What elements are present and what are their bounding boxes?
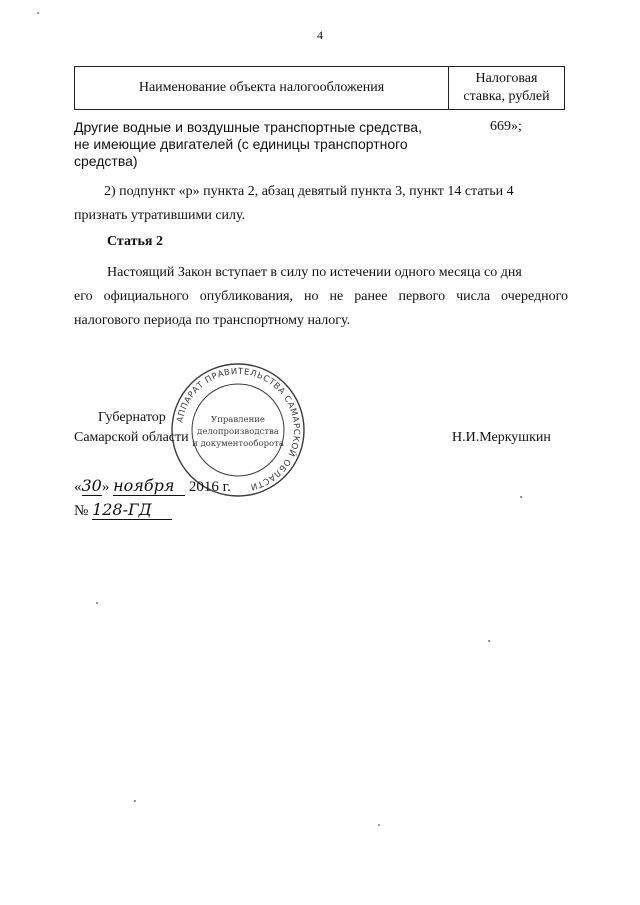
date-month: ноября [113,476,185,496]
page-number: 4 [317,28,323,42]
number-value: 128-ГД [92,500,172,520]
table-row-rate: 669»; [490,119,522,134]
tax-table-header [74,66,565,110]
item-2-line2: признать утратившими силу. [74,208,246,223]
scan-speck [134,800,136,802]
date-open-quote: « [74,479,82,495]
stamp-ring-text: АППАРАТ ПРАВИТЕЛЬСТВА САМАРСКОЙ ОБЛАСТИ [175,366,302,492]
number-sign: № [74,503,89,519]
scan-speck [96,602,98,604]
header-rate-line1: Налоговая [475,71,538,86]
article-2-line1: Настоящий Закон вступает в силу по истечении одного месяца со дня [107,265,522,280]
scan-speck [378,824,380,826]
date-year: 2016 г. [188,479,231,495]
stamp-line2: делопроизводства [197,427,279,437]
stamp-line3: и документооборота [192,439,284,449]
article-2-text: его официального опубликования, но не ранее первого числа очередного налогового периода по транспортному налогу. [74,289,568,328]
governor-region: Самарской области [74,430,189,445]
item-2-line1: 2) подпункт «р» пункта 2, абзац девятый пункта 3, пункт 14 статьи 4 [104,184,514,199]
stamp-line1: Управление [211,415,265,425]
date-close-quote: » [101,479,110,495]
scan-speck [488,640,490,642]
header-object-name: Наименование объекта налогообложения [75,67,449,110]
article-2-heading: Статья 2 [107,234,163,249]
governor-name: Н.И.Меркушкин [452,430,551,445]
header-tax-rate [449,67,565,110]
law-number [74,500,172,520]
signing-date [74,476,231,496]
date-day: 30 [81,476,102,495]
governor-title: Губернатор [98,410,166,425]
header-rate-line2: ставка, рублей [463,89,550,104]
table-row-name: Другие водные и воздушные транспортные средства, не имеющие двигателей (с единицы транспортного средства) [74,119,422,169]
scan-speck [37,12,39,14]
scan-speck [520,496,522,498]
